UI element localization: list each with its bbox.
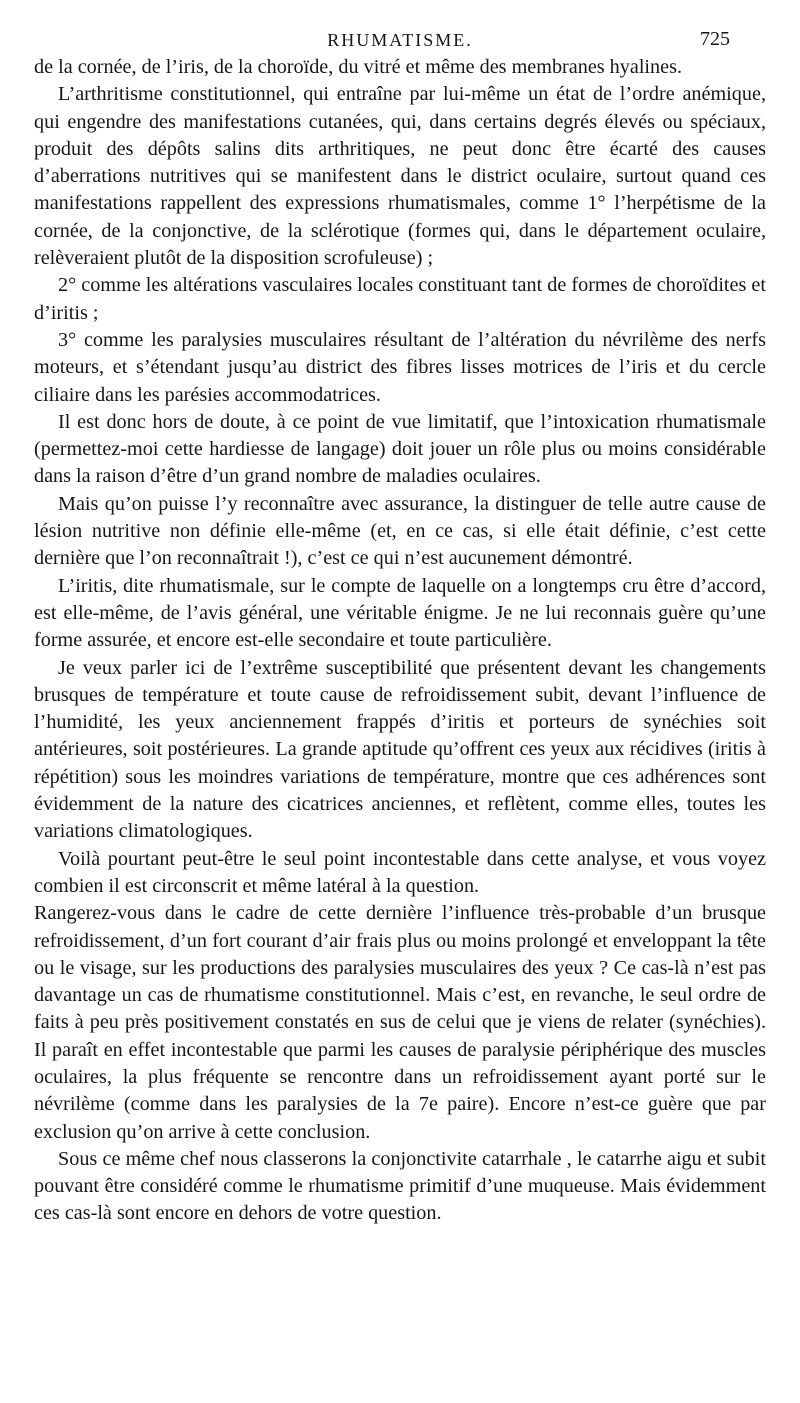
paragraph: Mais qu’on puisse l’y reconnaître avec assurance, la distinguer de telle autre cause de lésion nutritive non définie elle-même (et, en ce cas, si elle était définie, c’est cette dernière que l’on reconnaîtrait !), c’est ce qui n’est aucunement démontré. [34,492,766,570]
paragraph: 2° comme les altérations vasculaires locales constituant tant de formes de choroïdites et d’iritis ; [34,274,766,324]
running-title: RHUMATISME. [327,30,473,50]
paragraph: 3° comme les paralysies musculaires résultant de l’altération du névrilème des nerfs moteurs, et s’étendant jusqu’au district des fibres lisses motrices de l’iris et du cercle ciliaire dans les parésies accommodatrices. [34,328,766,406]
paragraph: L’arthritisme constitutionnel, qui entraîne par lui-même un état de l’ordre anémique, qui engendre des manifestations cutanées, qui, dans certains degrés élevés ou spéciaux, produit des dépôts salins dits arthritiques, ne peut donc être écarté des causes d’aberrations nutritives qui se manifestent dans le district oculaire, surtout quand ces manifestations rappellent des expressions rhumatismales, comme 1° l’herpétisme de la cornée, de la conjonctive, de la sclérotique (formes qui, dans le département oculaire, relèveraient plutôt de la disposition scrofuleuse) ; [34,83,766,270]
paragraph: Voilà pourtant peut-être le seul point incontestable dans cette analyse, et vous voyez combien il est circonscrit et même latéral à la question. [34,847,766,897]
running-head [34,0,766,50]
paragraph: L’iritis, dite rhumatismale, sur le compte de laquelle on a longtemps cru être d’accord, est elle-même, de l’avis général, une véritable énigme. Je ne lui reconnais guère qu’une forme assurée, et encore est-elle secondaire et toute particulière. [34,574,766,652]
page-number: 725 [700,28,730,50]
paragraph: Je veux parler ici de l’extrême susceptibilité que présentent devant les changements brusques de température et toute cause de refroidissement subit, devant l’influence de l’humidité, les yeux anciennement frappés d’iritis et porteurs de synéchies soit antérieures, soit postérieures. La grande aptitude qu’offrent ces yeux aux récidives (iritis à répétition) sous les moindres variations de température, montre que ces adhérences sont évidemment de la nature des cicatrices anciennes, et reflètent, comme elles, toutes les variations climatologiques. [34,656,766,843]
paragraph: Rangerez-vous dans le cadre de cette dernière l’influence très-probable d’un brusque refroidissement, d’un fort courant d’air frais plus ou moins prolongé et enveloppant la tête ou le visage, sur les productions des paralysies musculaires des yeux ? Ce cas-là n’est pas davantage un cas de rhumatisme constitutionnel. Mais c’est, en revanche, le seul ordre de faits à peu près positivement constatés en sus de celui que je viens de relater (synéchies). Il paraît en effet incontestable que parmi les causes de paralysie périphérique des muscles oculaires, la plus fréquente se rencontre dans un refroidissement ayant porté sur le névrilème (comme dans les paralysies de la 7e paire). Encore n’est-ce guère que par exclusion qu’on arrive à cette conclusion. [34,902,766,1143]
paragraph: Il est donc hors de doute, à ce point de vue limitatif, que l’intoxication rhumatismale (permettez-moi cette hardiesse de langage) doit jouer un rôle plus ou moins considérable dans la raison d’être d’un grand nombre de maladies oculaires. [34,410,766,488]
paragraph: Sous ce même chef nous classerons la conjonctivite catarrhale , le catarrhe aigu et subit pouvant être considéré comme le rhumatisme primitif d’une muqueuse. Mais évidemment ces cas-là sont encore en dehors de votre question. [34,1147,766,1225]
body-text [34,54,766,1228]
paragraph: de la cornée, de l’iris, de la choroïde, du vitré et même des membranes hyalines. [34,56,683,78]
